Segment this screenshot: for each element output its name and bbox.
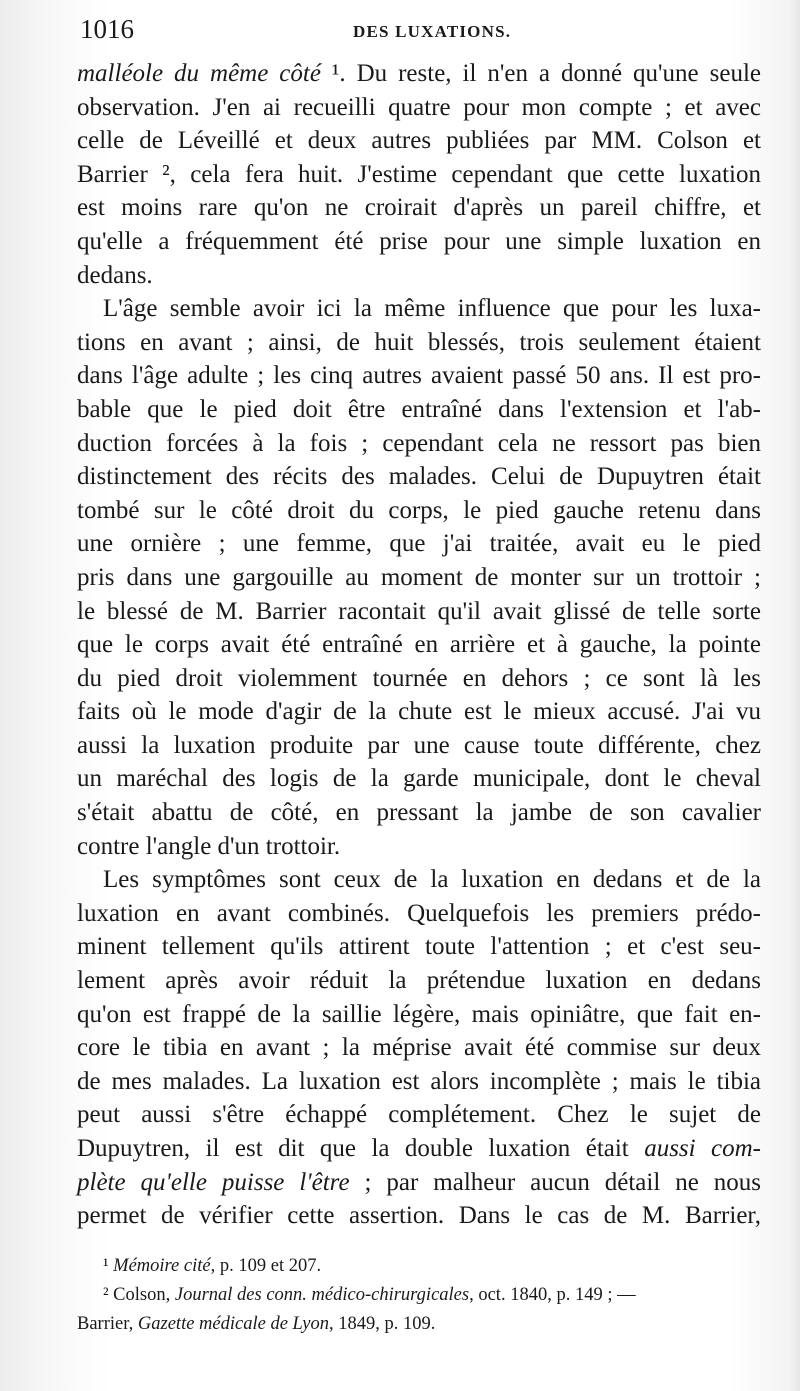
- running-head: DES LUXATIONS.: [353, 22, 512, 41]
- footnotes: [77, 1252, 761, 1339]
- text-line: qu'on est frappé de la saillie légère, mais opiniâtre, que fait en-: [77, 1000, 761, 1028]
- text-line: Barrier ², cela fera huit. J'estime cependant que cette luxation: [77, 160, 761, 188]
- text-run: ; par malheur aucun détail ne nous: [349, 1168, 761, 1196]
- text-line: aussi la luxation produite par une cause toute différente, chez: [77, 731, 761, 759]
- footnote-marker: ¹: [103, 1256, 114, 1276]
- text-line: pris dans une gargouille au moment de monter sur un trottoir ;: [77, 563, 761, 591]
- text-line: contre l'angle d'un trottoir.: [77, 832, 341, 860]
- text-line: distinctement des récits des malades. Celui de Dupuytren était: [77, 463, 761, 491]
- text-line: duction forcées à la fois ; cependant cela ne ressort pas bien: [77, 429, 761, 457]
- footnote-2: [77, 1281, 761, 1310]
- text-line: une ornière ; une femme, que j'ai traitée, avait eu le pied: [77, 530, 761, 558]
- text-run: ¹. Du reste, il n'en a donné qu'une seule: [320, 60, 761, 87]
- italic-phrase: malléole du même côté: [77, 60, 321, 87]
- text-line: permet de vérifier cette assertion. Dans le cas de M. Barrier,: [77, 1202, 761, 1230]
- text-line: du pied droit violemment tournée en dehors ; ce sont là les: [77, 664, 761, 692]
- text-line: bable que le pied doit être entraîné dans l'extension et l'ab-: [77, 395, 761, 423]
- footnote-title: Mémoire cité: [113, 1256, 211, 1276]
- text-line: s'était abattu de côté, en pressant la jambe de son cavalier: [77, 799, 761, 827]
- footnote-text: , 1849, p. 109.: [328, 1314, 436, 1334]
- text-line: un maréchal des logis de la garde municipale, dont le cheval: [77, 765, 761, 793]
- text-line: que le corps avait été entraîné en arrière et à gauche, la pointe: [77, 631, 761, 659]
- footnote-title: Gazette médicale de Lyon: [137, 1314, 329, 1334]
- text-line: celle de Léveillé et deux autres publiées par MM. Colson et: [77, 127, 761, 155]
- text-line: minent tellement qu'ils attirent toute l'attention ; et c'est seu-: [77, 933, 761, 961]
- text-line: core le tibia en avant ; la méprise avait été commise sur deux: [77, 1034, 761, 1062]
- text-line: tombé sur le côté droit du corps, le pied gauche retenu dans: [77, 496, 761, 524]
- text-line: faits où le mode d'agir de la chute est le mieux accusé. J'ai vu: [77, 698, 761, 726]
- footnote-text: , oct. 1840, p. 149 ; —: [469, 1285, 636, 1305]
- paragraph-first-line: L'âge semble avoir ici la même influence que pour les luxa-: [103, 295, 761, 323]
- footnote-title: Journal des conn. médico-chirurgicales: [174, 1285, 470, 1305]
- italic-phrase: aussi com-: [644, 1135, 761, 1162]
- text-line: lement après avoir réduit la prétendue luxation en dedans: [77, 967, 761, 995]
- footnote-text: , p. 109 et 207.: [210, 1256, 322, 1276]
- text-run: Dupuytren, il est dit que la double luxation était: [77, 1135, 645, 1162]
- footnote-2-continued: [77, 1310, 761, 1339]
- text-line: [77, 1166, 761, 1200]
- text-line: tions en avant ; ainsi, de huit blessés, trois seulement étaient: [77, 328, 761, 356]
- text-line: de mes malades. La luxation est alors incomplète ; mais le tibia: [77, 1067, 761, 1095]
- text-line: est moins rare qu'on ne croirait d'après un pareil chiffre, et: [77, 194, 761, 222]
- page-header: [80, 14, 760, 54]
- text-line: luxation en avant combinés. Quelquefois les premiers prédo-: [77, 899, 761, 927]
- text-line: qu'elle a fréquemment été prise pour une simple luxation en: [77, 227, 761, 255]
- footnote-text: Barrier,: [77, 1314, 138, 1334]
- footnote-1: [77, 1252, 761, 1281]
- text-line: le blessé de M. Barrier racontait qu'il avait glissé de telle sorte: [77, 597, 761, 625]
- text-line: observation. J'en ai recueilli quatre pour mon compte ; et avec: [77, 93, 761, 121]
- text-line: peut aussi s'être échappé complétement. Chez le sujet de: [77, 1101, 761, 1129]
- text-line: dedans.: [77, 261, 153, 289]
- italic-phrase: plète qu'elle puisse l'être: [77, 1168, 350, 1196]
- body-text: [77, 57, 761, 1233]
- paragraph-first-line: Les symptômes sont ceux de la luxation en dedans et de la: [103, 866, 761, 894]
- page-number: 1016: [80, 14, 134, 44]
- footnote-text: ² Colson,: [103, 1285, 175, 1305]
- text-line: dans l'âge adulte ; les cinq autres avaient passé 50 ans. Il est pro-: [77, 362, 761, 390]
- text-line: [77, 1132, 761, 1166]
- text-line: [77, 57, 761, 91]
